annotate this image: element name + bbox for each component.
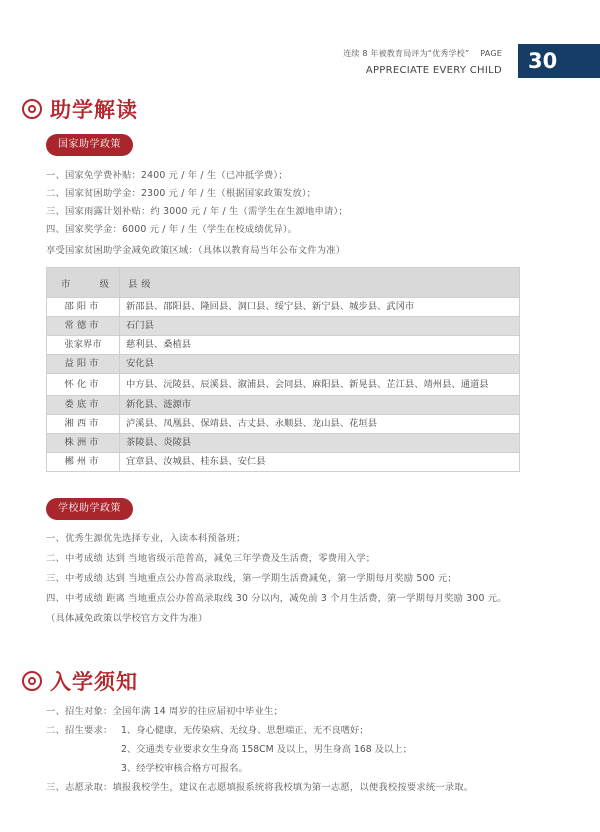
- school-policy-pill: 学校助学政策: [46, 498, 133, 520]
- target-icon: [22, 671, 42, 691]
- school-line-1: 一、优秀生源优先选择专业，入读本科预备班；: [46, 533, 246, 544]
- admission-req-2: 2、交通类专业要求女生身高 158CM 及以上，男生身高 168 及以上；: [121, 744, 412, 755]
- aid-section-heading: 助学解读: [50, 98, 138, 122]
- national-line-4: 四、国家奖学金：6000 元 / 年 / 生（学生在校成绩优异）。: [46, 224, 298, 235]
- county-cell: 泸溪县、凤凰县、保靖县、古丈县、永顺县、龙山县、花垣县: [120, 415, 520, 434]
- header-slogan: APPRECIATE EVERY CHILD: [365, 65, 502, 76]
- city-cell: 湘西市: [47, 415, 120, 434]
- school-line-2: 二、中考成绩 达到 当地省级示范普高，减免三年学费及生活费，零费用入学；: [46, 553, 376, 564]
- admission-req-label: 二、招生要求：: [46, 725, 113, 736]
- school-note: （具体减免政策以学校官方文件为准）: [46, 613, 208, 624]
- national-line-2: 二、国家贫困助学金：2300 元 / 年 / 生（根据国家政策发放）；: [46, 188, 317, 199]
- table-row: [47, 374, 520, 396]
- admission-section-heading: 入学须知: [50, 670, 138, 694]
- header-tagline: [343, 48, 502, 59]
- county-cell: 中方县、沅陵县、辰溪县、溆浦县、会同县、麻阳县、新晃县、芷江县、靖州县、通道县: [120, 374, 520, 396]
- city-cell: 株洲市: [47, 434, 120, 453]
- county-cell: 宜章县、汝城县、桂东县、安仁县: [120, 453, 520, 472]
- city-cell: 郴州市: [47, 453, 120, 472]
- city-cell: 常德市: [47, 317, 120, 336]
- county-cell: 新化县、涟源市: [120, 396, 520, 415]
- table-row: [47, 434, 520, 453]
- school-line-3: 三、中考成绩 达到 当地重点公办普高录取线，第一学期生活费减免，第一学期每月奖励 500 元；: [46, 573, 457, 584]
- tagline-text: 连续 8 年被教育局评为“优秀学校”: [343, 49, 470, 58]
- admission-target: 一、招生对象：全国年满 14 周岁的往应届初中毕业生；: [46, 706, 283, 717]
- county-cell: 安化县: [120, 355, 520, 374]
- city-cell: 邵阳市: [47, 298, 120, 317]
- county-cell: 茶陵县、炎陵县: [120, 434, 520, 453]
- target-icon: [22, 99, 42, 119]
- county-cell: 新邵县、邵阳县、隆回县、洞口县、绥宁县、新宁县、城步县、武冈市: [120, 298, 520, 317]
- table-header-row: [47, 268, 520, 298]
- table-row: [47, 453, 520, 472]
- table-row: [47, 317, 520, 336]
- header-city: 市 级: [47, 268, 120, 298]
- national-line-3: 三、国家雨露计划补贴：约 3000 元 / 年 / 生（需学生在生源地申请）；: [46, 206, 348, 217]
- table-row: [47, 355, 520, 374]
- table-row: [47, 396, 520, 415]
- city-cell: 张家界市: [47, 336, 120, 355]
- header-county: 县级: [120, 268, 520, 298]
- aid-section-title: [22, 94, 138, 124]
- table-row: [47, 298, 520, 317]
- table-row: [47, 415, 520, 434]
- county-table: [46, 267, 520, 472]
- admission-req-1: 1、身心健康、无传染病、无纹身、思想端正、无不良嗜好；: [121, 725, 369, 736]
- page-word: PAGE: [480, 49, 502, 58]
- city-cell: 娄底市: [47, 396, 120, 415]
- county-cell: 石门县: [120, 317, 520, 336]
- page-number: 30: [518, 44, 600, 78]
- county-cell: 慈利县、桑植县: [120, 336, 520, 355]
- school-line-4: 四、中考成绩 距离 当地重点公办普高录取线 30 分以内，减免前 3 个月生活费，第一学期每月奖励 300 元。: [46, 593, 507, 604]
- city-cell: 益阳市: [47, 355, 120, 374]
- national-policy-pill: 国家助学政策: [46, 134, 133, 156]
- table-row: [47, 336, 520, 355]
- region-note: 享受国家贫困助学金减免政策区域：（具体以教育局当年公布文件为准）: [46, 245, 346, 256]
- admission-volunteer: 三、志愿录取：填报我校学生，建议在志愿填报系统将我校填为第一志愿，以便我校按要求统一录取。: [46, 782, 474, 793]
- admission-section-title: [22, 666, 138, 696]
- admission-req-3: 3、经学校审核合格方可报名。: [121, 763, 248, 774]
- city-cell: 怀化市: [47, 374, 120, 396]
- national-line-1: 一、国家免学费补贴：2400 元 / 年 / 生（已冲抵学费）；: [46, 170, 288, 181]
